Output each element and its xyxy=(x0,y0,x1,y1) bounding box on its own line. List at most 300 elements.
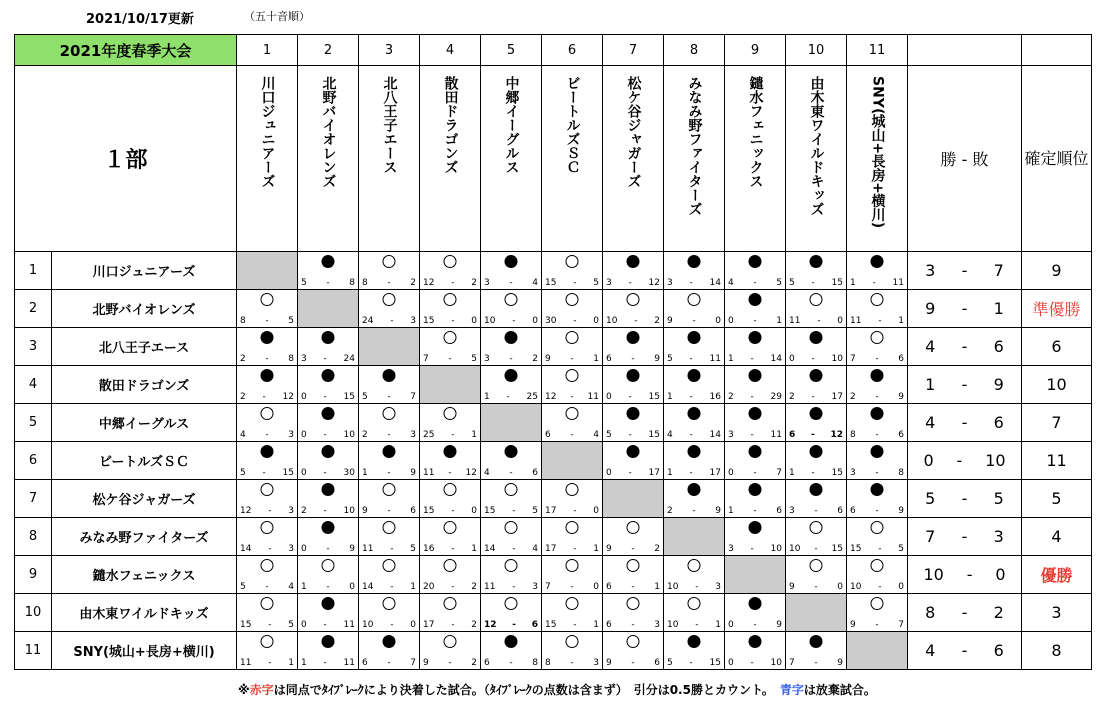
score-sep: - xyxy=(387,392,391,402)
match-cell xyxy=(237,518,298,556)
score-against: 5 xyxy=(898,544,904,554)
win-mark-icon xyxy=(566,407,579,420)
match-score xyxy=(789,582,843,592)
score-against: 12 xyxy=(830,430,843,440)
self-match-cell xyxy=(420,366,481,404)
score-sep: - xyxy=(323,468,327,478)
loss-mark-icon xyxy=(322,635,335,648)
loss-mark-icon xyxy=(688,369,701,382)
losses: 6 xyxy=(993,641,1004,660)
score-against: 8 xyxy=(898,468,904,478)
match-cell xyxy=(298,252,359,290)
score-against: 11 xyxy=(709,354,721,364)
match-cell xyxy=(603,632,664,670)
score-for: 9 xyxy=(667,316,673,326)
score-against: 15 xyxy=(831,544,843,554)
wins: 3 xyxy=(925,261,936,280)
updated-date: 2021/10/17更新 xyxy=(86,12,194,27)
match-score xyxy=(545,582,599,592)
match-cell xyxy=(237,632,298,670)
score-against: 7 xyxy=(410,392,416,402)
score-for: 14 xyxy=(362,582,374,592)
loss-mark-icon xyxy=(505,331,518,344)
score-against: 2 xyxy=(654,316,660,326)
final-rank: 3 xyxy=(1022,594,1092,632)
win-mark-icon xyxy=(627,559,640,572)
score-for: 0 xyxy=(789,354,795,364)
match-cell xyxy=(542,252,603,290)
score-sep: - xyxy=(326,278,330,288)
score-sep: - xyxy=(570,658,574,668)
score-against: 0 xyxy=(593,316,599,326)
score-against: 0 xyxy=(837,582,843,592)
score-sep: - xyxy=(512,582,516,592)
score-sep: - xyxy=(692,506,696,516)
score-for: 11 xyxy=(484,582,496,592)
win-mark-icon xyxy=(566,521,579,534)
match-score xyxy=(606,620,660,630)
self-match-cell xyxy=(664,518,725,556)
score-for: 1 xyxy=(484,392,490,402)
match-cell xyxy=(481,328,542,366)
score-for: 2 xyxy=(301,506,307,516)
score-sep: - xyxy=(875,354,879,364)
match-cell xyxy=(359,632,420,670)
match-cell xyxy=(420,252,481,290)
match-score xyxy=(789,430,843,440)
win-mark-icon xyxy=(627,521,640,534)
loss-mark-icon xyxy=(322,331,335,344)
score-sep: - xyxy=(814,506,818,516)
match-score xyxy=(423,278,477,288)
loss-mark-icon xyxy=(383,635,396,648)
final-rank: 8 xyxy=(1022,632,1092,670)
score-for: 4 xyxy=(240,430,246,440)
score-sep: - xyxy=(268,658,272,668)
match-score xyxy=(850,468,904,478)
match-score xyxy=(728,620,782,630)
score-for: 5 xyxy=(606,430,612,440)
score-sep: - xyxy=(323,354,327,364)
score-against: 4 xyxy=(593,430,599,440)
score-sep: - xyxy=(262,392,266,402)
match-cell xyxy=(725,480,786,518)
score-against: 5 xyxy=(410,544,416,554)
order-note: （五十音順） xyxy=(244,10,310,23)
column-team-label: 川口ジュニアーズ xyxy=(259,76,276,188)
match-score xyxy=(240,582,294,592)
score-against: 4 xyxy=(288,582,294,592)
match-cell xyxy=(664,632,725,670)
match-score xyxy=(484,468,538,478)
match-cell xyxy=(603,442,664,480)
score-against: 17 xyxy=(648,468,660,478)
score-for: 3 xyxy=(789,506,795,516)
score-sep: - xyxy=(451,544,455,554)
table-row xyxy=(15,328,1092,366)
column-number: 10 xyxy=(786,35,847,66)
score-against: 15 xyxy=(648,430,660,440)
column-number: 4 xyxy=(420,35,481,66)
score-against: 3 xyxy=(288,544,294,554)
match-cell xyxy=(298,480,359,518)
match-score xyxy=(423,620,477,630)
score-for: 15 xyxy=(545,278,557,288)
match-cell xyxy=(298,518,359,556)
score-for: 15 xyxy=(423,506,435,516)
column-team-name xyxy=(481,66,542,252)
row-number: 5 xyxy=(15,404,52,442)
final-rank-header: 確定順位 xyxy=(1022,66,1092,252)
column-number: 5 xyxy=(481,35,542,66)
match-score xyxy=(667,430,721,440)
self-match-cell xyxy=(786,594,847,632)
match-score xyxy=(545,278,599,288)
score-against: 2 xyxy=(471,658,477,668)
score-for: 6 xyxy=(545,430,551,440)
column-team-name xyxy=(603,66,664,252)
match-score xyxy=(484,392,538,402)
score-against: 14 xyxy=(709,278,721,288)
score-sep: - xyxy=(634,316,638,326)
win-mark-icon xyxy=(688,559,701,572)
column-number: 9 xyxy=(725,35,786,66)
win-loss-record xyxy=(908,366,1022,404)
score-sep: - xyxy=(750,354,754,364)
score-against: 6 xyxy=(654,658,660,668)
note-red-word: 赤字 xyxy=(249,683,274,697)
score-for: 6 xyxy=(606,620,612,630)
win-mark-icon xyxy=(627,597,640,610)
score-sep: - xyxy=(451,506,455,516)
note-prefix: ※ xyxy=(238,683,250,697)
match-score xyxy=(362,582,416,592)
score-for: 30 xyxy=(545,316,557,326)
match-score xyxy=(789,354,843,364)
score-for: 0 xyxy=(301,468,307,478)
match-cell xyxy=(786,632,847,670)
score-sep: - xyxy=(753,506,757,516)
loss-mark-icon xyxy=(810,635,823,648)
match-cell xyxy=(359,594,420,632)
score-for: 15 xyxy=(240,620,252,630)
score-for: 10 xyxy=(667,620,679,630)
column-number: 11 xyxy=(847,35,908,66)
loss-mark-icon xyxy=(505,369,518,382)
match-score xyxy=(423,506,477,516)
score-against: 9 xyxy=(898,392,904,402)
match-score xyxy=(850,278,904,288)
column-number: 7 xyxy=(603,35,664,66)
score-against: 1 xyxy=(471,430,477,440)
score-against: 4 xyxy=(532,278,538,288)
score-for: 10 xyxy=(667,582,679,592)
win-mark-icon xyxy=(688,597,701,610)
score-against: 10 xyxy=(770,658,782,668)
wins: 7 xyxy=(925,527,936,546)
match-score xyxy=(667,316,721,326)
score-sep: - xyxy=(573,316,577,326)
match-cell xyxy=(359,290,420,328)
score-against: 2 xyxy=(532,354,538,364)
wins: 4 xyxy=(925,337,936,356)
score-for: 12 xyxy=(545,392,557,402)
match-score xyxy=(362,392,416,402)
score-for: 17 xyxy=(423,620,435,630)
score-for: 5 xyxy=(667,354,673,364)
score-against: 1 xyxy=(410,582,416,592)
match-score xyxy=(362,620,416,630)
score-for: 10 xyxy=(606,316,618,326)
match-score xyxy=(606,354,660,364)
score-for: 5 xyxy=(789,278,795,288)
loss-mark-icon xyxy=(810,445,823,458)
score-against: 3 xyxy=(288,430,294,440)
match-score xyxy=(667,392,721,402)
match-score xyxy=(850,430,904,440)
match-score xyxy=(423,544,477,554)
win-mark-icon xyxy=(444,483,457,496)
score-sep: - xyxy=(451,430,455,440)
match-score xyxy=(667,506,721,516)
score-against: 1 xyxy=(593,544,599,554)
match-score xyxy=(240,544,294,554)
win-mark-icon xyxy=(810,559,823,572)
match-score xyxy=(301,468,355,478)
score-for: 9 xyxy=(850,620,856,630)
self-match-cell xyxy=(725,556,786,594)
score-sep: - xyxy=(570,582,574,592)
score-for: 0 xyxy=(606,392,612,402)
wins: 4 xyxy=(925,641,936,660)
score-for: 5 xyxy=(240,582,246,592)
score-against: 2 xyxy=(471,620,477,630)
standings-table xyxy=(14,34,1092,670)
match-cell xyxy=(542,366,603,404)
row-team-name: 北八王子エース xyxy=(52,328,237,366)
win-mark-icon xyxy=(871,331,884,344)
score-sep: - xyxy=(451,278,455,288)
match-score xyxy=(240,658,294,668)
score-for: 10 xyxy=(850,582,862,592)
score-against: 0 xyxy=(593,506,599,516)
match-cell xyxy=(786,404,847,442)
match-cell xyxy=(298,632,359,670)
final-rank: 優勝 xyxy=(1022,556,1092,594)
losses: 2 xyxy=(993,603,1004,622)
loss-mark-icon xyxy=(322,445,335,458)
score-for: 0 xyxy=(728,620,734,630)
match-cell xyxy=(359,556,420,594)
note-blue-word: 青字 xyxy=(779,683,804,697)
score-for: 12 xyxy=(240,506,252,516)
score-sep: - xyxy=(268,544,272,554)
match-score xyxy=(301,620,355,630)
score-for: 11 xyxy=(240,658,252,668)
match-cell xyxy=(542,328,603,366)
win-mark-icon xyxy=(444,597,457,610)
match-score xyxy=(667,582,721,592)
match-cell xyxy=(359,404,420,442)
match-cell xyxy=(298,442,359,480)
win-mark-icon xyxy=(261,521,274,534)
score-for: 0 xyxy=(301,544,307,554)
score-for: 1 xyxy=(850,278,856,288)
score-against: 5 xyxy=(593,278,599,288)
match-cell xyxy=(725,328,786,366)
match-score xyxy=(545,506,599,516)
score-against: 7 xyxy=(776,468,782,478)
score-sep: - xyxy=(262,468,266,478)
score-for: 4 xyxy=(484,468,490,478)
score-against: 6 xyxy=(531,620,538,630)
match-cell xyxy=(847,442,908,480)
score-for: 7 xyxy=(789,658,795,668)
score-sep: - xyxy=(451,316,455,326)
win-mark-icon xyxy=(261,407,274,420)
win-loss-record xyxy=(908,290,1022,328)
match-cell xyxy=(237,594,298,632)
score-sep: - xyxy=(875,620,879,630)
match-score xyxy=(484,506,538,516)
self-match-cell xyxy=(481,404,542,442)
match-score xyxy=(667,354,721,364)
column-team-name xyxy=(298,66,359,252)
score-for: 8 xyxy=(545,658,551,668)
match-score xyxy=(484,354,538,364)
match-score xyxy=(484,316,538,326)
match-score xyxy=(484,278,538,288)
win-mark-icon xyxy=(322,559,335,572)
match-cell xyxy=(725,594,786,632)
score-for: 6 xyxy=(789,430,796,440)
score-sep: - xyxy=(506,392,510,402)
loss-mark-icon xyxy=(749,407,762,420)
match-score xyxy=(789,544,843,554)
match-cell xyxy=(664,366,725,404)
match-score xyxy=(606,582,660,592)
score-against: 6 xyxy=(837,506,843,516)
score-for: 9 xyxy=(545,354,551,364)
self-match-cell xyxy=(603,480,664,518)
match-score xyxy=(789,658,843,668)
match-score xyxy=(850,354,904,364)
score-sep: - xyxy=(814,658,818,668)
column-team-label: 由木東ワイルドキッズ xyxy=(808,76,825,216)
score-against: 15 xyxy=(343,392,355,402)
score-against: 7 xyxy=(898,620,904,630)
match-cell xyxy=(664,252,725,290)
match-cell xyxy=(664,442,725,480)
header-blank xyxy=(908,35,1022,66)
score-for: 0 xyxy=(606,468,612,478)
row-number: 6 xyxy=(15,442,52,480)
score-against: 0 xyxy=(471,316,477,326)
score-sep: - xyxy=(390,620,394,630)
loss-mark-icon xyxy=(749,369,762,382)
win-mark-icon xyxy=(383,559,396,572)
win-loss-values xyxy=(908,261,1021,280)
score-against: 16 xyxy=(709,392,721,402)
score-for: 20 xyxy=(423,582,435,592)
score-sep: - xyxy=(323,658,327,668)
match-cell xyxy=(542,480,603,518)
win-mark-icon xyxy=(505,559,518,572)
match-cell xyxy=(603,518,664,556)
score-against: 15 xyxy=(831,278,843,288)
score-sep: - xyxy=(811,392,815,402)
match-score xyxy=(362,506,416,516)
match-cell xyxy=(664,480,725,518)
match-cell xyxy=(664,404,725,442)
score-sep: - xyxy=(631,582,635,592)
win-loss-sep: - xyxy=(961,641,968,660)
win-mark-icon xyxy=(566,559,579,572)
match-cell xyxy=(786,252,847,290)
win-mark-icon xyxy=(566,369,579,382)
match-score xyxy=(667,278,721,288)
score-for: 12 xyxy=(423,278,435,288)
score-for: 2 xyxy=(789,392,795,402)
match-cell xyxy=(725,518,786,556)
match-score xyxy=(545,430,599,440)
match-cell xyxy=(420,328,481,366)
score-against: 0 xyxy=(471,506,477,516)
match-score xyxy=(484,544,538,554)
self-match-cell xyxy=(847,632,908,670)
score-against: 12 xyxy=(465,468,477,478)
match-cell xyxy=(664,556,725,594)
win-mark-icon xyxy=(566,293,579,306)
loss-mark-icon xyxy=(322,483,335,496)
score-for: 1 xyxy=(301,582,307,592)
match-score xyxy=(789,468,843,478)
score-sep: - xyxy=(753,316,757,326)
match-cell xyxy=(664,328,725,366)
match-cell xyxy=(542,290,603,328)
win-loss-sep: - xyxy=(961,375,968,394)
match-cell xyxy=(725,252,786,290)
score-against: 8 xyxy=(349,278,355,288)
score-sep: - xyxy=(628,468,632,478)
score-for: 0 xyxy=(728,658,734,668)
loss-mark-icon xyxy=(322,407,335,420)
score-sep: - xyxy=(631,544,635,554)
win-loss-sep: - xyxy=(961,603,968,622)
score-for: 3 xyxy=(301,354,307,364)
score-against: 0 xyxy=(532,316,538,326)
loss-mark-icon xyxy=(383,445,396,458)
match-score xyxy=(484,658,538,668)
match-cell xyxy=(481,252,542,290)
final-rank: 9 xyxy=(1022,252,1092,290)
score-for: 2 xyxy=(667,506,673,516)
match-score xyxy=(362,658,416,668)
column-number: 8 xyxy=(664,35,725,66)
score-sep: - xyxy=(811,354,815,364)
match-cell xyxy=(359,366,420,404)
score-against: 1 xyxy=(654,582,660,592)
score-against: 5 xyxy=(776,278,782,288)
loss-mark-icon xyxy=(749,255,762,268)
score-for: 6 xyxy=(484,658,490,668)
score-sep: - xyxy=(689,278,693,288)
match-score xyxy=(850,506,904,516)
score-for: 17 xyxy=(545,506,557,516)
match-cell xyxy=(542,632,603,670)
score-for: 12 xyxy=(484,620,497,630)
score-sep: - xyxy=(878,544,882,554)
